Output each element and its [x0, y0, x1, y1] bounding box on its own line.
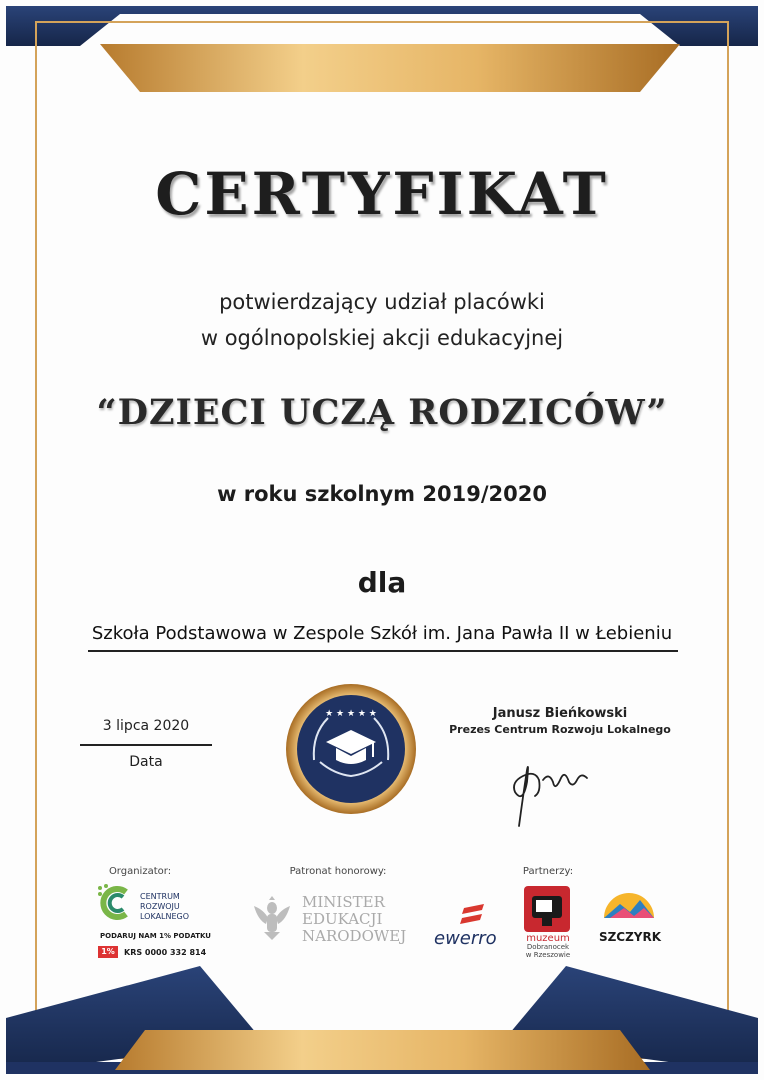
- szczyrk-logo-icon: [600, 886, 658, 930]
- date-label: Data: [129, 754, 163, 770]
- percent-badge: 1%: [98, 946, 118, 958]
- krs-number: KRS 0000 332 814: [124, 948, 207, 957]
- crl-logo-text: CENTRUM ROZWOJU LOKALNEGO: [140, 892, 190, 921]
- bottom-gold-band: [115, 1030, 650, 1070]
- campaign-name: “DZIECI UCZĄ RODZICÓW”: [96, 392, 668, 433]
- recipient-name: Szkoła Podstawowa w Zespole Szkół im. Jana Pawła II w Łebieniu: [91, 623, 673, 644]
- museum-logo-icon: [522, 884, 572, 934]
- tax-line: PODARUJ NAM 1% PODATKU: [100, 932, 211, 940]
- partners-label: Partnerzy:: [522, 866, 574, 877]
- star-icon: [325, 709, 377, 719]
- signatory-name: Janusz Bieńkowski: [492, 706, 628, 721]
- patron-label: Patronat honorowy:: [289, 866, 387, 877]
- top-navy-band: [6, 6, 758, 46]
- svg-text:★ ★ ★ ★ ★: ★ ★ ★ ★ ★: [325, 709, 377, 719]
- subtitle-line-1: potwierdzający udział placówki: [219, 290, 545, 314]
- for-label: dla: [357, 566, 407, 599]
- graduation-badge: [284, 682, 418, 816]
- signatory-role: Prezes Centrum Rozwoju Lokalnego: [449, 723, 671, 736]
- szczyrk-logo-text: SZCZYRK: [598, 930, 662, 944]
- subtitle-line-2: w ogólnopolskiej akcji edukacyjnej: [200, 326, 564, 350]
- museum-logo-text: muzeum Dobranocek w Rzeszowie: [525, 933, 571, 959]
- recipient-underline: [88, 650, 678, 652]
- organizer-label: Organizator:: [108, 866, 172, 877]
- date-value: 3 lipca 2020: [102, 718, 190, 734]
- crl-logo-icon: [96, 882, 136, 924]
- school-year: w roku szkolnym 2019/2020: [217, 482, 547, 506]
- signature-image: [505, 752, 595, 832]
- ministry-logo-text: MINISTER EDUKACJI NARODOWEJ: [302, 893, 407, 945]
- ewerro-logo-icon: [456, 902, 490, 928]
- eagle-emblem-icon: [250, 892, 294, 944]
- top-gold-band: [100, 44, 680, 92]
- certificate-title: CERTYFIKAT: [155, 160, 609, 228]
- date-underline: [80, 744, 212, 746]
- ewerro-logo-text: ewerro: [434, 928, 497, 949]
